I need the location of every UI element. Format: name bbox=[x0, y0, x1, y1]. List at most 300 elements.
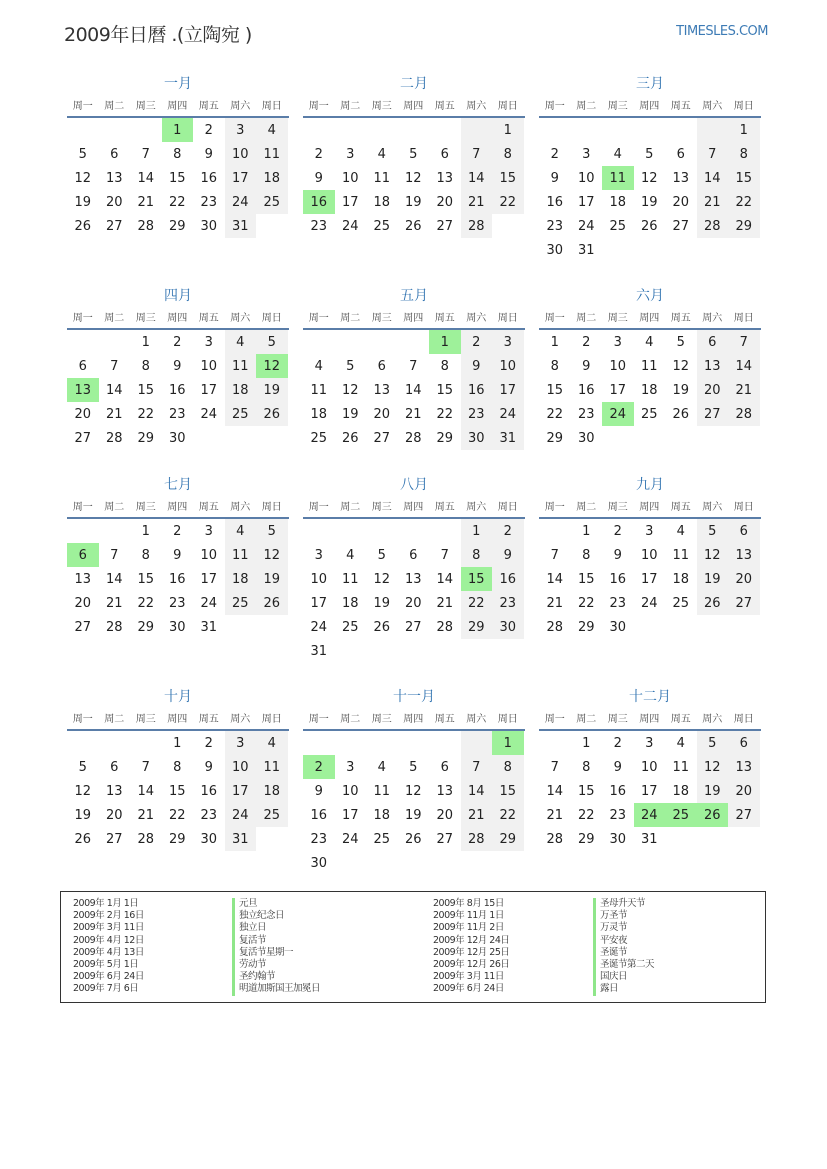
day-cell: 14 bbox=[404, 382, 422, 398]
day-cell: 30 bbox=[546, 242, 564, 258]
weekday-label: 周六 bbox=[702, 714, 723, 725]
day-cell: 4 bbox=[256, 118, 288, 142]
legend-holiday-name: 复活节星期一 bbox=[232, 947, 320, 959]
day-cell: 11 bbox=[373, 170, 391, 186]
day-cell: 23 bbox=[546, 218, 564, 234]
day-cell: 28 bbox=[728, 402, 760, 426]
legend-holiday-name: 劳动节 bbox=[232, 959, 320, 971]
day-cell: 24 bbox=[200, 406, 218, 422]
weekday-label: 周日 bbox=[733, 502, 754, 513]
day-cell: 12 bbox=[404, 170, 422, 186]
month-name: 四月 bbox=[164, 288, 192, 304]
day-cell: 14 bbox=[436, 571, 454, 587]
day-cell: 28 bbox=[461, 214, 493, 238]
day-cell: 10 bbox=[640, 759, 658, 775]
legend-holiday-name: 独立纪念日 bbox=[232, 910, 320, 922]
day-cell: 21 bbox=[546, 807, 564, 823]
empty-cell bbox=[461, 731, 493, 755]
day-cell: 4 bbox=[613, 146, 622, 162]
month-name: 十月 bbox=[164, 689, 192, 705]
day-cell: 22 bbox=[168, 194, 186, 210]
day-cell: 29 bbox=[168, 218, 186, 234]
day-cell: 29 bbox=[168, 831, 186, 847]
weekday-label: 周三 bbox=[371, 101, 392, 112]
day-cell: 6 bbox=[728, 731, 760, 755]
day-cell: 4 bbox=[377, 146, 386, 162]
holiday-day-cell: 16 bbox=[303, 190, 335, 214]
month-block bbox=[303, 73, 525, 238]
month-name: 五月 bbox=[400, 288, 428, 304]
day-cell: 26 bbox=[672, 406, 690, 422]
day-cell: 21 bbox=[697, 190, 729, 214]
legend-date: 2009年 12月 24日 bbox=[433, 934, 510, 946]
legend-holiday-name: 平安夜 bbox=[593, 935, 654, 947]
day-cell: 28 bbox=[404, 430, 422, 446]
weekday-header bbox=[303, 494, 525, 519]
day-cell: 29 bbox=[436, 430, 454, 446]
day-cell: 27 bbox=[697, 402, 729, 426]
weekday-label: 周日 bbox=[261, 101, 282, 112]
day-cell: 12 bbox=[640, 170, 658, 186]
day-cell: 14 bbox=[137, 783, 155, 799]
legend-holiday-name: 元旦 bbox=[232, 898, 320, 910]
day-cell: 30 bbox=[577, 430, 595, 446]
day-cell: 5 bbox=[645, 146, 654, 162]
day-cell: 27 bbox=[436, 218, 454, 234]
day-cell: 26 bbox=[404, 218, 422, 234]
day-cell: 13 bbox=[436, 783, 454, 799]
day-cell: 30 bbox=[609, 619, 627, 635]
day-cell: 20 bbox=[436, 194, 454, 210]
weekday-label: 周五 bbox=[198, 101, 219, 112]
day-cell: 2 bbox=[173, 523, 182, 539]
month-name: 十二月 bbox=[629, 689, 671, 705]
weekday-label: 周一 bbox=[544, 101, 565, 112]
weekday-header bbox=[303, 706, 525, 731]
page-title: 2009年日曆 .(立陶宛 ) bbox=[64, 24, 252, 46]
day-cell: 30 bbox=[609, 831, 627, 847]
day-cell: 3 bbox=[645, 523, 654, 539]
day-cell: 30 bbox=[200, 831, 218, 847]
weekday-header bbox=[67, 305, 289, 330]
day-grid bbox=[539, 118, 761, 262]
legend-date: 2009年 12月 25日 bbox=[433, 946, 510, 958]
day-cell: 4 bbox=[314, 358, 323, 374]
day-cell: 28 bbox=[697, 214, 729, 238]
day-cell: 6 bbox=[676, 146, 685, 162]
weekday-header bbox=[303, 93, 525, 118]
day-cell: 27 bbox=[373, 430, 391, 446]
day-cell: 11 bbox=[373, 783, 391, 799]
weekday-label: 周五 bbox=[670, 502, 691, 513]
day-cell: 23 bbox=[310, 831, 328, 847]
day-cell: 18 bbox=[256, 166, 288, 190]
weekday-label: 周五 bbox=[670, 313, 691, 324]
day-cell: 4 bbox=[377, 759, 386, 775]
weekday-label: 周五 bbox=[670, 714, 691, 725]
day-cell: 30 bbox=[461, 426, 493, 450]
day-cell: 28 bbox=[137, 831, 155, 847]
weekday-label: 周二 bbox=[576, 502, 597, 513]
weekday-label: 周日 bbox=[261, 502, 282, 513]
site-link[interactable]: TIMESLES.COM bbox=[676, 24, 768, 39]
day-cell: 12 bbox=[256, 543, 288, 567]
day-cell: 18 bbox=[341, 595, 359, 611]
weekday-header bbox=[539, 93, 761, 118]
day-cell: 24 bbox=[577, 218, 595, 234]
empty-cell bbox=[303, 519, 335, 543]
day-cell: 15 bbox=[492, 166, 524, 190]
weekday-label: 周日 bbox=[497, 313, 518, 324]
day-cell: 21 bbox=[137, 194, 155, 210]
weekday-label: 周三 bbox=[371, 714, 392, 725]
day-cell: 3 bbox=[225, 731, 257, 755]
day-cell: 19 bbox=[697, 779, 729, 803]
month-name: 七月 bbox=[164, 477, 192, 493]
weekday-label: 周五 bbox=[198, 714, 219, 725]
day-cell: 21 bbox=[436, 595, 454, 611]
weekday-label: 周二 bbox=[576, 313, 597, 324]
day-cell: 23 bbox=[200, 807, 218, 823]
day-cell: 31 bbox=[492, 426, 524, 450]
day-cell: 25 bbox=[373, 218, 391, 234]
day-cell: 4 bbox=[225, 330, 257, 354]
weekday-label: 周四 bbox=[639, 714, 660, 725]
holiday-day-cell: 24 bbox=[634, 803, 666, 827]
legend-date: 2009年 3月 11日 bbox=[73, 922, 144, 934]
day-cell: 31 bbox=[640, 831, 658, 847]
day-cell: 4 bbox=[256, 731, 288, 755]
weekday-label: 周日 bbox=[261, 313, 282, 324]
day-cell: 11 bbox=[256, 142, 288, 166]
day-cell: 30 bbox=[310, 855, 328, 871]
weekday-label: 周四 bbox=[167, 714, 188, 725]
holiday-day-cell: 15 bbox=[461, 567, 493, 591]
day-cell: 14 bbox=[105, 571, 123, 587]
day-cell: 4 bbox=[676, 523, 685, 539]
weekday-label: 周一 bbox=[308, 101, 329, 112]
day-cell: 6 bbox=[377, 358, 386, 374]
day-cell: 9 bbox=[173, 358, 182, 374]
day-cell: 3 bbox=[204, 523, 213, 539]
day-cell: 8 bbox=[728, 142, 760, 166]
day-cell: 22 bbox=[436, 406, 454, 422]
holiday-day-cell: 11 bbox=[602, 166, 634, 190]
day-cell: 3 bbox=[645, 735, 654, 751]
legend-holiday-name: 复活节 bbox=[232, 935, 320, 947]
empty-cell bbox=[366, 519, 398, 543]
month-block bbox=[303, 474, 525, 663]
day-cell: 10 bbox=[577, 170, 595, 186]
day-cell: 4 bbox=[645, 334, 654, 350]
day-cell: 4 bbox=[346, 547, 355, 563]
legend-date: 2009年 7月 6日 bbox=[73, 983, 139, 995]
month-block bbox=[539, 285, 761, 450]
day-cell: 31 bbox=[200, 619, 218, 635]
day-cell: 25 bbox=[609, 218, 627, 234]
day-cell: 18 bbox=[373, 807, 391, 823]
day-cell: 2 bbox=[492, 519, 524, 543]
day-cell: 7 bbox=[461, 142, 493, 166]
day-cell: 11 bbox=[256, 755, 288, 779]
empty-cell bbox=[602, 118, 634, 142]
month-block bbox=[67, 285, 289, 450]
holiday-day-cell: 12 bbox=[256, 354, 288, 378]
day-cell: 10 bbox=[200, 547, 218, 563]
legend-holiday-name: 国庆日 bbox=[593, 971, 654, 983]
day-cell: 6 bbox=[409, 547, 418, 563]
weekday-label: 周六 bbox=[702, 313, 723, 324]
day-cell: 28 bbox=[105, 619, 123, 635]
day-cell: 10 bbox=[640, 547, 658, 563]
day-cell: 31 bbox=[577, 242, 595, 258]
day-cell: 23 bbox=[609, 595, 627, 611]
month-block bbox=[67, 474, 289, 639]
weekday-label: 周二 bbox=[104, 101, 125, 112]
day-cell: 27 bbox=[74, 430, 92, 446]
day-cell: 20 bbox=[404, 595, 422, 611]
day-cell: 9 bbox=[314, 783, 323, 799]
day-cell: 18 bbox=[310, 406, 328, 422]
empty-cell bbox=[67, 118, 99, 142]
day-cell: 10 bbox=[310, 571, 328, 587]
day-cell: 8 bbox=[582, 547, 591, 563]
day-cell: 23 bbox=[461, 402, 493, 426]
day-cell: 24 bbox=[640, 595, 658, 611]
weekday-label: 周二 bbox=[104, 313, 125, 324]
empty-cell bbox=[429, 118, 461, 142]
day-cell: 13 bbox=[436, 170, 454, 186]
empty-cell bbox=[634, 118, 666, 142]
day-cell: 10 bbox=[225, 142, 257, 166]
day-cell: 5 bbox=[346, 358, 355, 374]
day-cell: 15 bbox=[492, 779, 524, 803]
day-cell: 3 bbox=[314, 547, 323, 563]
legend-date: 2009年 4月 13日 bbox=[73, 946, 144, 958]
weekday-label: 周三 bbox=[135, 313, 156, 324]
day-cell: 25 bbox=[256, 190, 288, 214]
day-cell: 21 bbox=[461, 803, 493, 827]
day-cell: 13 bbox=[697, 354, 729, 378]
day-cell: 16 bbox=[200, 170, 218, 186]
weekday-label: 周五 bbox=[670, 101, 691, 112]
day-cell: 19 bbox=[672, 382, 690, 398]
weekday-label: 周三 bbox=[135, 714, 156, 725]
day-cell: 11 bbox=[672, 547, 690, 563]
empty-cell bbox=[303, 330, 335, 354]
day-cell: 21 bbox=[404, 406, 422, 422]
day-cell: 6 bbox=[440, 146, 449, 162]
day-cell: 10 bbox=[225, 755, 257, 779]
day-cell: 17 bbox=[341, 194, 359, 210]
weekday-header bbox=[539, 305, 761, 330]
month-name: 十一月 bbox=[393, 689, 435, 705]
legend-holiday-name: 独立日 bbox=[232, 922, 320, 934]
day-cell: 5 bbox=[256, 519, 288, 543]
day-cell: 10 bbox=[200, 358, 218, 374]
holiday-day-cell: 6 bbox=[67, 543, 99, 567]
weekday-label: 周二 bbox=[104, 714, 125, 725]
day-cell: 9 bbox=[613, 547, 622, 563]
day-cell: 3 bbox=[613, 334, 622, 350]
weekday-header bbox=[539, 706, 761, 731]
day-cell: 21 bbox=[105, 595, 123, 611]
day-cell: 6 bbox=[697, 330, 729, 354]
weekday-label: 周二 bbox=[340, 101, 361, 112]
day-cell: 23 bbox=[168, 406, 186, 422]
empty-cell bbox=[335, 519, 367, 543]
day-cell: 1 bbox=[492, 118, 524, 142]
day-cell: 7 bbox=[461, 755, 493, 779]
day-cell: 11 bbox=[672, 759, 690, 775]
empty-cell bbox=[67, 731, 99, 755]
day-cell: 12 bbox=[373, 571, 391, 587]
legend-date: 2009年 12月 26日 bbox=[433, 959, 510, 971]
month-block bbox=[303, 285, 525, 450]
weekday-label: 周二 bbox=[340, 714, 361, 725]
weekday-label: 周五 bbox=[198, 313, 219, 324]
empty-cell bbox=[99, 118, 131, 142]
day-cell: 30 bbox=[168, 619, 186, 635]
day-cell: 19 bbox=[256, 378, 288, 402]
legend-holiday-name: 圣母升天节 bbox=[593, 898, 654, 910]
day-cell: 11 bbox=[225, 354, 257, 378]
day-cell: 13 bbox=[672, 170, 690, 186]
month-block bbox=[539, 73, 761, 262]
weekday-label: 周三 bbox=[371, 502, 392, 513]
day-cell: 26 bbox=[697, 591, 729, 615]
legend-holiday-name: 圣诞节第二天 bbox=[593, 959, 654, 971]
day-cell: 1 bbox=[582, 735, 591, 751]
day-cell: 17 bbox=[225, 779, 257, 803]
day-cell: 22 bbox=[137, 595, 155, 611]
day-cell: 7 bbox=[110, 358, 119, 374]
day-cell: 19 bbox=[74, 807, 92, 823]
day-cell: 25 bbox=[672, 595, 690, 611]
day-cell: 28 bbox=[461, 827, 493, 851]
day-cell: 19 bbox=[697, 567, 729, 591]
empty-cell bbox=[99, 330, 131, 354]
weekday-label: 周四 bbox=[639, 313, 660, 324]
day-cell: 25 bbox=[373, 831, 391, 847]
day-cell: 13 bbox=[404, 571, 422, 587]
day-cell: 26 bbox=[341, 430, 359, 446]
day-cell: 13 bbox=[74, 571, 92, 587]
day-cell: 3 bbox=[492, 330, 524, 354]
day-cell: 5 bbox=[409, 146, 418, 162]
day-cell: 20 bbox=[74, 595, 92, 611]
day-cell: 8 bbox=[173, 146, 182, 162]
month-block bbox=[303, 686, 525, 875]
day-cell: 29 bbox=[137, 619, 155, 635]
day-cell: 15 bbox=[436, 382, 454, 398]
empty-cell bbox=[366, 731, 398, 755]
day-cell: 14 bbox=[105, 382, 123, 398]
empty-cell bbox=[571, 118, 603, 142]
weekday-label: 周三 bbox=[607, 101, 628, 112]
day-cell: 26 bbox=[640, 218, 658, 234]
day-cell: 9 bbox=[204, 146, 213, 162]
weekday-label: 周一 bbox=[72, 313, 93, 324]
day-cell: 20 bbox=[728, 779, 760, 803]
weekday-label: 周二 bbox=[340, 313, 361, 324]
legend-date: 2009年 6月 24日 bbox=[433, 983, 504, 995]
day-cell: 29 bbox=[461, 615, 493, 639]
day-cell: 26 bbox=[256, 402, 288, 426]
empty-cell bbox=[398, 330, 430, 354]
day-cell: 22 bbox=[168, 807, 186, 823]
day-cell: 18 bbox=[373, 194, 391, 210]
day-cell: 23 bbox=[577, 406, 595, 422]
day-cell: 18 bbox=[640, 382, 658, 398]
day-grid bbox=[67, 519, 289, 639]
day-cell: 23 bbox=[492, 591, 524, 615]
day-cell: 14 bbox=[546, 571, 564, 587]
empty-cell bbox=[335, 118, 367, 142]
weekday-label: 周一 bbox=[72, 101, 93, 112]
day-cell: 8 bbox=[461, 543, 493, 567]
day-cell: 20 bbox=[436, 807, 454, 823]
day-cell: 9 bbox=[461, 354, 493, 378]
day-cell: 29 bbox=[577, 619, 595, 635]
legend-holiday-name: 明道加斯国王加冕日 bbox=[232, 983, 320, 995]
day-cell: 7 bbox=[141, 759, 150, 775]
day-cell: 5 bbox=[78, 146, 87, 162]
day-cell: 17 bbox=[310, 595, 328, 611]
day-cell: 23 bbox=[609, 807, 627, 823]
day-cell: 29 bbox=[546, 430, 564, 446]
day-cell: 21 bbox=[461, 190, 493, 214]
day-cell: 20 bbox=[728, 567, 760, 591]
legend-dates-right bbox=[433, 898, 509, 996]
day-cell: 6 bbox=[728, 519, 760, 543]
day-cell: 28 bbox=[105, 430, 123, 446]
day-cell: 19 bbox=[640, 194, 658, 210]
day-cell: 30 bbox=[200, 218, 218, 234]
day-cell: 13 bbox=[728, 755, 760, 779]
day-cell: 30 bbox=[492, 615, 524, 639]
weekday-label: 周一 bbox=[308, 714, 329, 725]
legend-holiday-name: 露日 bbox=[593, 983, 654, 995]
empty-cell bbox=[539, 731, 571, 755]
month-name: 六月 bbox=[636, 288, 664, 304]
day-cell: 24 bbox=[225, 803, 257, 827]
weekday-label: 周六 bbox=[466, 714, 487, 725]
day-cell: 22 bbox=[492, 803, 524, 827]
empty-cell bbox=[539, 519, 571, 543]
legend-date: 2009年 6月 24日 bbox=[73, 971, 144, 983]
weekday-header bbox=[303, 305, 525, 330]
day-cell: 16 bbox=[546, 194, 564, 210]
day-cell: 21 bbox=[728, 378, 760, 402]
day-cell: 11 bbox=[341, 571, 359, 587]
day-cell: 24 bbox=[341, 831, 359, 847]
day-cell: 19 bbox=[404, 194, 422, 210]
day-cell: 18 bbox=[672, 571, 690, 587]
day-cell: 12 bbox=[74, 170, 92, 186]
day-grid bbox=[539, 330, 761, 450]
day-cell: 13 bbox=[105, 783, 123, 799]
day-cell: 22 bbox=[577, 807, 595, 823]
month-block bbox=[539, 686, 761, 851]
day-cell: 1 bbox=[728, 118, 760, 142]
day-cell: 3 bbox=[346, 759, 355, 775]
day-cell: 14 bbox=[137, 170, 155, 186]
day-cell: 6 bbox=[110, 759, 119, 775]
weekday-header bbox=[539, 494, 761, 519]
day-cell: 23 bbox=[310, 218, 328, 234]
day-cell: 5 bbox=[697, 731, 729, 755]
